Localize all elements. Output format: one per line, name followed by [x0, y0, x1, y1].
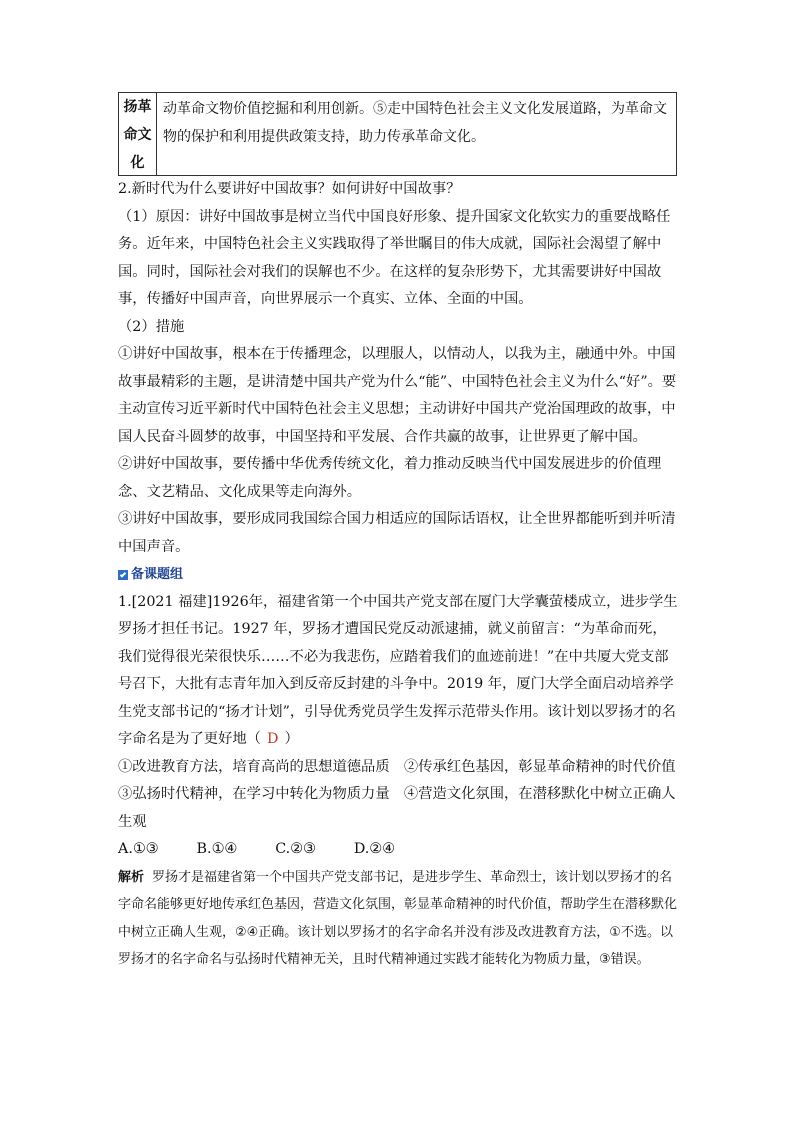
question-heading: 2.新时代为什么要讲好中国故事？如何讲好中国故事？ [118, 181, 461, 197]
analysis-text: 罗扬才是福建省第一个中国共产党支部书记，是进步学生、革命烈士，该计划以罗扬才的名字命名能够更好地传承红色基因，营造文化氛围，彰显革命精神的时代价值，帮助学生在潜移默化中树立正确人生观，②④正确。该计划以罗扬才的名字命名并没有涉及改进教育方法，①不选。以罗扬才的名字命名与弘扬时代精神无关，且时代精神通过实践才能转化为物质力量，③错误。 [118, 869, 678, 967]
analysis-paragraph [118, 864, 678, 974]
section-header [118, 561, 678, 589]
stem-text: 1.[2021 福建]1926年，福建省第一个中国共产党支部在厦门大学囊萤楼成立，进步学生罗扬才担任书记。1927 年，罗扬才遭国民党反动派逮捕，就义前留言：“为革命而死，我们觉得很光荣很快乐……不必为我悲伤，应踏着我们的血迹前进！”在中共厦大党支部号召下，大批有志青年加入到反帝反封建的斗争中。2019 年，厦门大学全面启动培养学生党支部书记的“扬才计划”，引导优秀党员学生发挥示范带头作用。该计划以罗扬才的名字命名是为了更好地（ [118, 593, 678, 747]
statement-line: ①改进教育方法，培育高尚的思想道德品质 ②传承红色基因，彰显革命精神的时代价值 [118, 758, 676, 775]
option: D.②④ [353, 841, 395, 857]
stem-end: ） [284, 731, 299, 747]
checkbox-icon [118, 570, 128, 580]
option: C.②③ [275, 841, 316, 857]
table-row-label [119, 93, 157, 175]
label-line: 化 [130, 155, 145, 171]
statement-line: ③弘扬时代精神，在学习中转化为物质力量 ④营造文化氛围，在潜移默化中树立正确人生观 [118, 786, 676, 830]
main-content [118, 176, 678, 974]
options-row [118, 836, 678, 864]
measure-paragraph: ②讲好中国故事，要传播中华优秀传统文化，着力推动反映当代中国发展进步的价值理念、文艺精品、文化成果等走向海外。 [118, 456, 662, 500]
label-line: 命文 [123, 127, 152, 143]
label-line: 扬革 [123, 99, 152, 115]
analysis-label: 解析 [118, 869, 145, 885]
measures-label: （2）措施 [118, 318, 185, 335]
question-stem [118, 589, 678, 754]
reason-paragraph: （1）原因：讲好中国故事是树立当代中国良好形象、提升国家文化软实力的重要战略任务。近年来，中国特色社会主义实践取得了举世瞩目的伟大成就，国际社会渴望了解中国。同时，国际社会对我们的误解也不少。在这样的复杂形势下，尤其需要讲好中国故事，传播好中国声音，向世界展示一个真实、立体、全面的中国。 [118, 208, 671, 307]
table-cell-content: 动革命文物价值挖掘和利用创新。⑤走中国特色社会主义文化发展道路，为革命文物的保护和利用提供政策支持，助力传承革命文化。 [163, 101, 667, 145]
answer-letter: D [266, 731, 279, 747]
table-fragment [118, 92, 677, 176]
option: A.①③ [118, 841, 159, 857]
measure-paragraph: ①讲好中国故事，根本在于传播理念，以理服人，以情动人，以我为主，融通中外。中国故事最精彩的主题，是讲清楚中国共产党为什么“能”、中国特色社会主义为什么“好”。要主动宣传习近平新时代中国特色社会主义思想；主动讲好中国共产党治国理政的故事，中国人民奋斗圆梦的故事，中国坚持和平发展、合作共赢的故事，让世界更了解中国。 [118, 346, 677, 445]
option: B.①④ [196, 841, 238, 857]
measure-paragraph: ③讲好中国故事，要形成同我国综合国力相适应的国际话语权，让全世界都能听到并听清中国声音。 [118, 511, 676, 555]
section-title: 备课题组 [131, 567, 184, 582]
